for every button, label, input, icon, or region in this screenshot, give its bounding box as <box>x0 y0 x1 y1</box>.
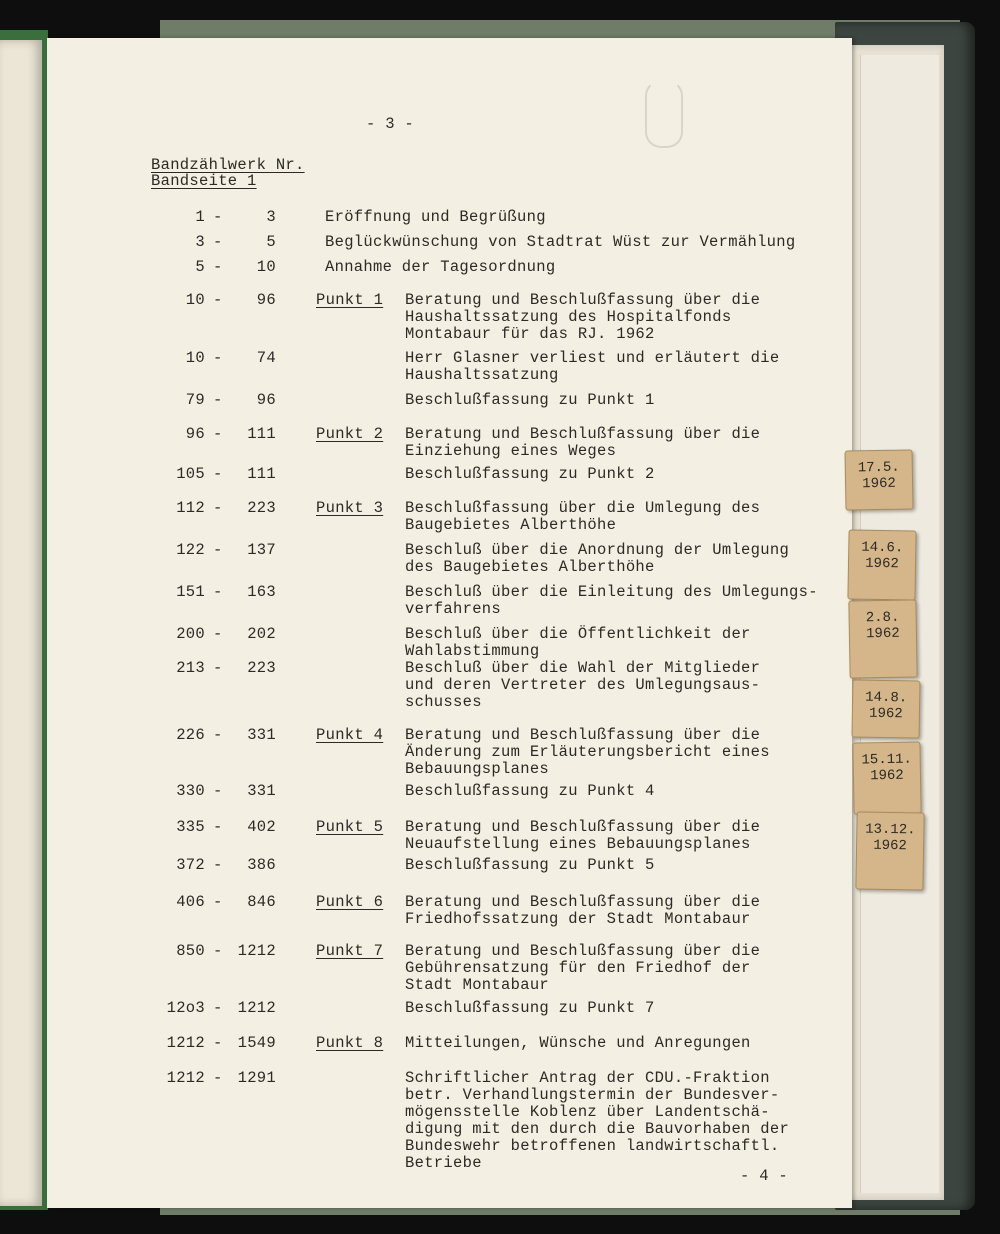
entry-description: digung mit den durch die Bauvorhaben der <box>405 1120 790 1138</box>
date-tab-year: 1962 <box>865 555 899 573</box>
heading-bandzaehlwerk: Bandzählwerk Nr. <box>151 156 305 174</box>
entry-description: Beratung und Beschlußfassung über die <box>405 942 761 960</box>
entry-description: des Baugebietes Alberthöhe <box>405 558 655 576</box>
entry-from: 200 <box>176 625 205 643</box>
entry-to: 223 <box>247 659 276 677</box>
entry-description: Beschlußfassung zu Punkt 4 <box>405 782 655 800</box>
entry-dash: - <box>213 893 223 911</box>
entry-description: Beschlußfassung über die Umlegung des <box>405 499 761 517</box>
entry-description: Neuaufstellung eines Bebauungsplanes <box>405 835 751 853</box>
left-page <box>0 40 42 1206</box>
entry-to: 96 <box>256 391 276 409</box>
entry-dash: - <box>213 291 223 309</box>
entry-description: Beratung und Beschlußfassung über die <box>405 818 761 836</box>
entry-from: 151 <box>176 583 205 601</box>
entry-to: 111 <box>247 465 276 483</box>
entry-from: 226 <box>176 726 205 744</box>
entry-from: 330 <box>176 782 205 800</box>
entry-dash: - <box>213 726 223 744</box>
entry-from: 105 <box>176 465 205 483</box>
date-tab-year: 1962 <box>865 625 900 643</box>
entry-to: 96 <box>256 291 276 309</box>
entry-description: Beratung und Beschlußfassung über die <box>405 726 761 744</box>
entry-description: Beschlußfassung zu Punkt 7 <box>405 999 655 1017</box>
date-tab-day: 13.12. <box>865 821 916 839</box>
entry-description: Baugebietes Alberthöhe <box>405 516 617 534</box>
entry-description: Eröffnung und Begrüßung <box>325 208 546 226</box>
entry-dash: - <box>213 625 223 643</box>
heading-bandseite: Bandseite 1 <box>151 172 257 190</box>
entry-to: 74 <box>256 349 276 367</box>
date-tab-day: 14.8. <box>865 689 908 707</box>
entry-dash: - <box>213 391 223 409</box>
entry-to: 5 <box>266 233 276 251</box>
date-tab <box>852 741 921 814</box>
entry-to: 223 <box>247 499 276 517</box>
date-tab-year: 1962 <box>862 475 897 493</box>
entry-description: Beglückwünschung von Stadtrat Wüst zur Vermählung <box>325 233 796 251</box>
entry-from: 1212 <box>166 1034 205 1052</box>
entry-description: Friedhofssatzung der Stadt Montabaur <box>405 910 751 928</box>
entry-description: Beschlußfassung zu Punkt 5 <box>405 856 655 874</box>
entry-to: 202 <box>247 625 276 643</box>
date-tab <box>848 599 917 678</box>
entry-to: 1212 <box>237 942 276 960</box>
entry-from: 122 <box>176 541 205 559</box>
date-tab-day: 15.11. <box>861 751 913 769</box>
entry-description: Beschlußfassung zu Punkt 1 <box>405 391 655 409</box>
entry-description: Beratung und Beschlußfassung über die <box>405 425 761 443</box>
date-tab-year: 1962 <box>868 705 903 723</box>
document-page <box>47 38 852 1208</box>
page-number-bottom: - 4 - <box>740 1167 789 1185</box>
entry-description: Einziehung eines Weges <box>405 442 617 460</box>
entry-to: 1212 <box>237 999 276 1017</box>
entry-punkt: Punkt 7 <box>316 942 384 960</box>
date-tab <box>844 449 913 510</box>
entry-description: Bebauungsplanes <box>405 760 550 778</box>
entry-description: Haushaltssatzung des Hospitalfonds <box>405 308 732 326</box>
entry-punkt: Punkt 1 <box>316 291 384 309</box>
entry-dash: - <box>213 208 223 226</box>
entry-description: Stadt Montabaur <box>405 976 550 994</box>
entry-description: Herr Glasner verliest und erläutert die <box>405 349 780 367</box>
entry-from: 79 <box>185 391 205 409</box>
entry-to: 137 <box>247 541 276 559</box>
entry-dash: - <box>213 258 223 276</box>
entry-description: Schriftlicher Antrag der CDU.-Fraktion <box>405 1069 770 1087</box>
entry-dash: - <box>213 1069 223 1087</box>
entry-description: schusses <box>405 693 482 711</box>
entry-description: Wahlabstimmung <box>405 642 540 660</box>
date-tab <box>851 679 920 738</box>
entry-description: Beschluß über die Öffentlichkeit der <box>405 625 751 643</box>
entry-description: Mitteilungen, Wünsche und Anregungen <box>405 1034 751 1052</box>
entry-dash: - <box>213 499 223 517</box>
entry-from: 1 <box>195 208 205 226</box>
entry-punkt: Punkt 8 <box>316 1034 384 1052</box>
entry-from: 96 <box>185 425 205 443</box>
entry-dash: - <box>213 999 223 1017</box>
date-tab-year: 1962 <box>873 837 908 855</box>
entry-description: Montabaur für das RJ. 1962 <box>405 325 655 343</box>
entry-to: 402 <box>247 818 276 836</box>
entry-dash: - <box>213 1034 223 1052</box>
entry-from: 10 <box>185 349 205 367</box>
entry-description: verfahrens <box>405 600 502 618</box>
date-tab <box>847 529 916 600</box>
entry-to: 3 <box>266 208 276 226</box>
entry-description: Bundeswehr betroffenen landwirtschaftl. <box>405 1137 780 1155</box>
entry-description: Beratung und Beschlußfassung über die <box>405 893 761 911</box>
entry-dash: - <box>213 583 223 601</box>
entry-dash: - <box>213 425 223 443</box>
entry-punkt: Punkt 4 <box>316 726 384 744</box>
entry-to: 111 <box>247 425 276 443</box>
entry-to: 1549 <box>237 1034 276 1052</box>
date-tab-day: 2.8. <box>865 609 900 627</box>
entry-punkt: Punkt 5 <box>316 818 384 836</box>
entry-description: und deren Vertreter des Umlegungsaus- <box>405 676 761 694</box>
entry-from: 213 <box>176 659 205 677</box>
entry-dash: - <box>213 782 223 800</box>
entry-dash: - <box>213 856 223 874</box>
entry-description: Beschlußfassung zu Punkt 2 <box>405 465 655 483</box>
entry-from: 112 <box>176 499 205 517</box>
entry-punkt: Punkt 2 <box>316 425 384 443</box>
entry-to: 10 <box>256 258 276 276</box>
date-tab-day: 17.5. <box>857 459 900 477</box>
date-tab <box>855 811 924 890</box>
entry-from: 335 <box>176 818 205 836</box>
entry-description: mögensstelle Koblenz über Landentschä- <box>405 1103 770 1121</box>
entry-dash: - <box>213 465 223 483</box>
entry-from: 850 <box>176 942 205 960</box>
entry-description: Gebührensatzung für den Friedhof der <box>405 959 751 977</box>
date-tab-year: 1962 <box>870 767 904 785</box>
entry-dash: - <box>213 942 223 960</box>
entry-from: 406 <box>176 893 205 911</box>
entry-from: 3 <box>195 233 205 251</box>
entry-from: 5 <box>195 258 205 276</box>
entry-to: 163 <box>247 583 276 601</box>
entry-punkt: Punkt 6 <box>316 893 384 911</box>
paper-clip <box>645 80 683 148</box>
entry-from: 12o3 <box>166 999 205 1017</box>
page-number-top: - 3 - <box>366 115 415 133</box>
entry-dash: - <box>213 349 223 367</box>
entry-description: Annahme der Tagesordnung <box>325 258 556 276</box>
entry-to: 386 <box>247 856 276 874</box>
entry-from: 372 <box>176 856 205 874</box>
entry-dash: - <box>213 233 223 251</box>
entry-dash: - <box>213 818 223 836</box>
entry-description: Änderung zum Erläuterungsbericht eines <box>405 743 770 761</box>
entry-to: 846 <box>247 893 276 911</box>
entry-description: Betriebe <box>405 1154 482 1172</box>
entry-dash: - <box>213 659 223 677</box>
entry-from: 1212 <box>166 1069 205 1087</box>
entry-dash: - <box>213 541 223 559</box>
entry-description: Beschluß über die Einleitung des Umlegungs- <box>405 583 818 601</box>
entry-description: Beschluß über die Anordnung der Umlegung <box>405 541 790 559</box>
entry-description: Beschluß über die Wahl der Mitglieder <box>405 659 761 677</box>
entry-punkt: Punkt 3 <box>316 499 384 517</box>
entry-to: 331 <box>247 782 276 800</box>
entry-from: 10 <box>185 291 205 309</box>
entry-to: 1291 <box>237 1069 276 1087</box>
entry-to: 331 <box>247 726 276 744</box>
entry-description: Beratung und Beschlußfassung über die <box>405 291 761 309</box>
entry-description: Haushaltssatzung <box>405 366 559 384</box>
date-tab-day: 14.6. <box>861 539 904 557</box>
entry-description: betr. Verhandlungstermin der Bundesver- <box>405 1086 780 1104</box>
